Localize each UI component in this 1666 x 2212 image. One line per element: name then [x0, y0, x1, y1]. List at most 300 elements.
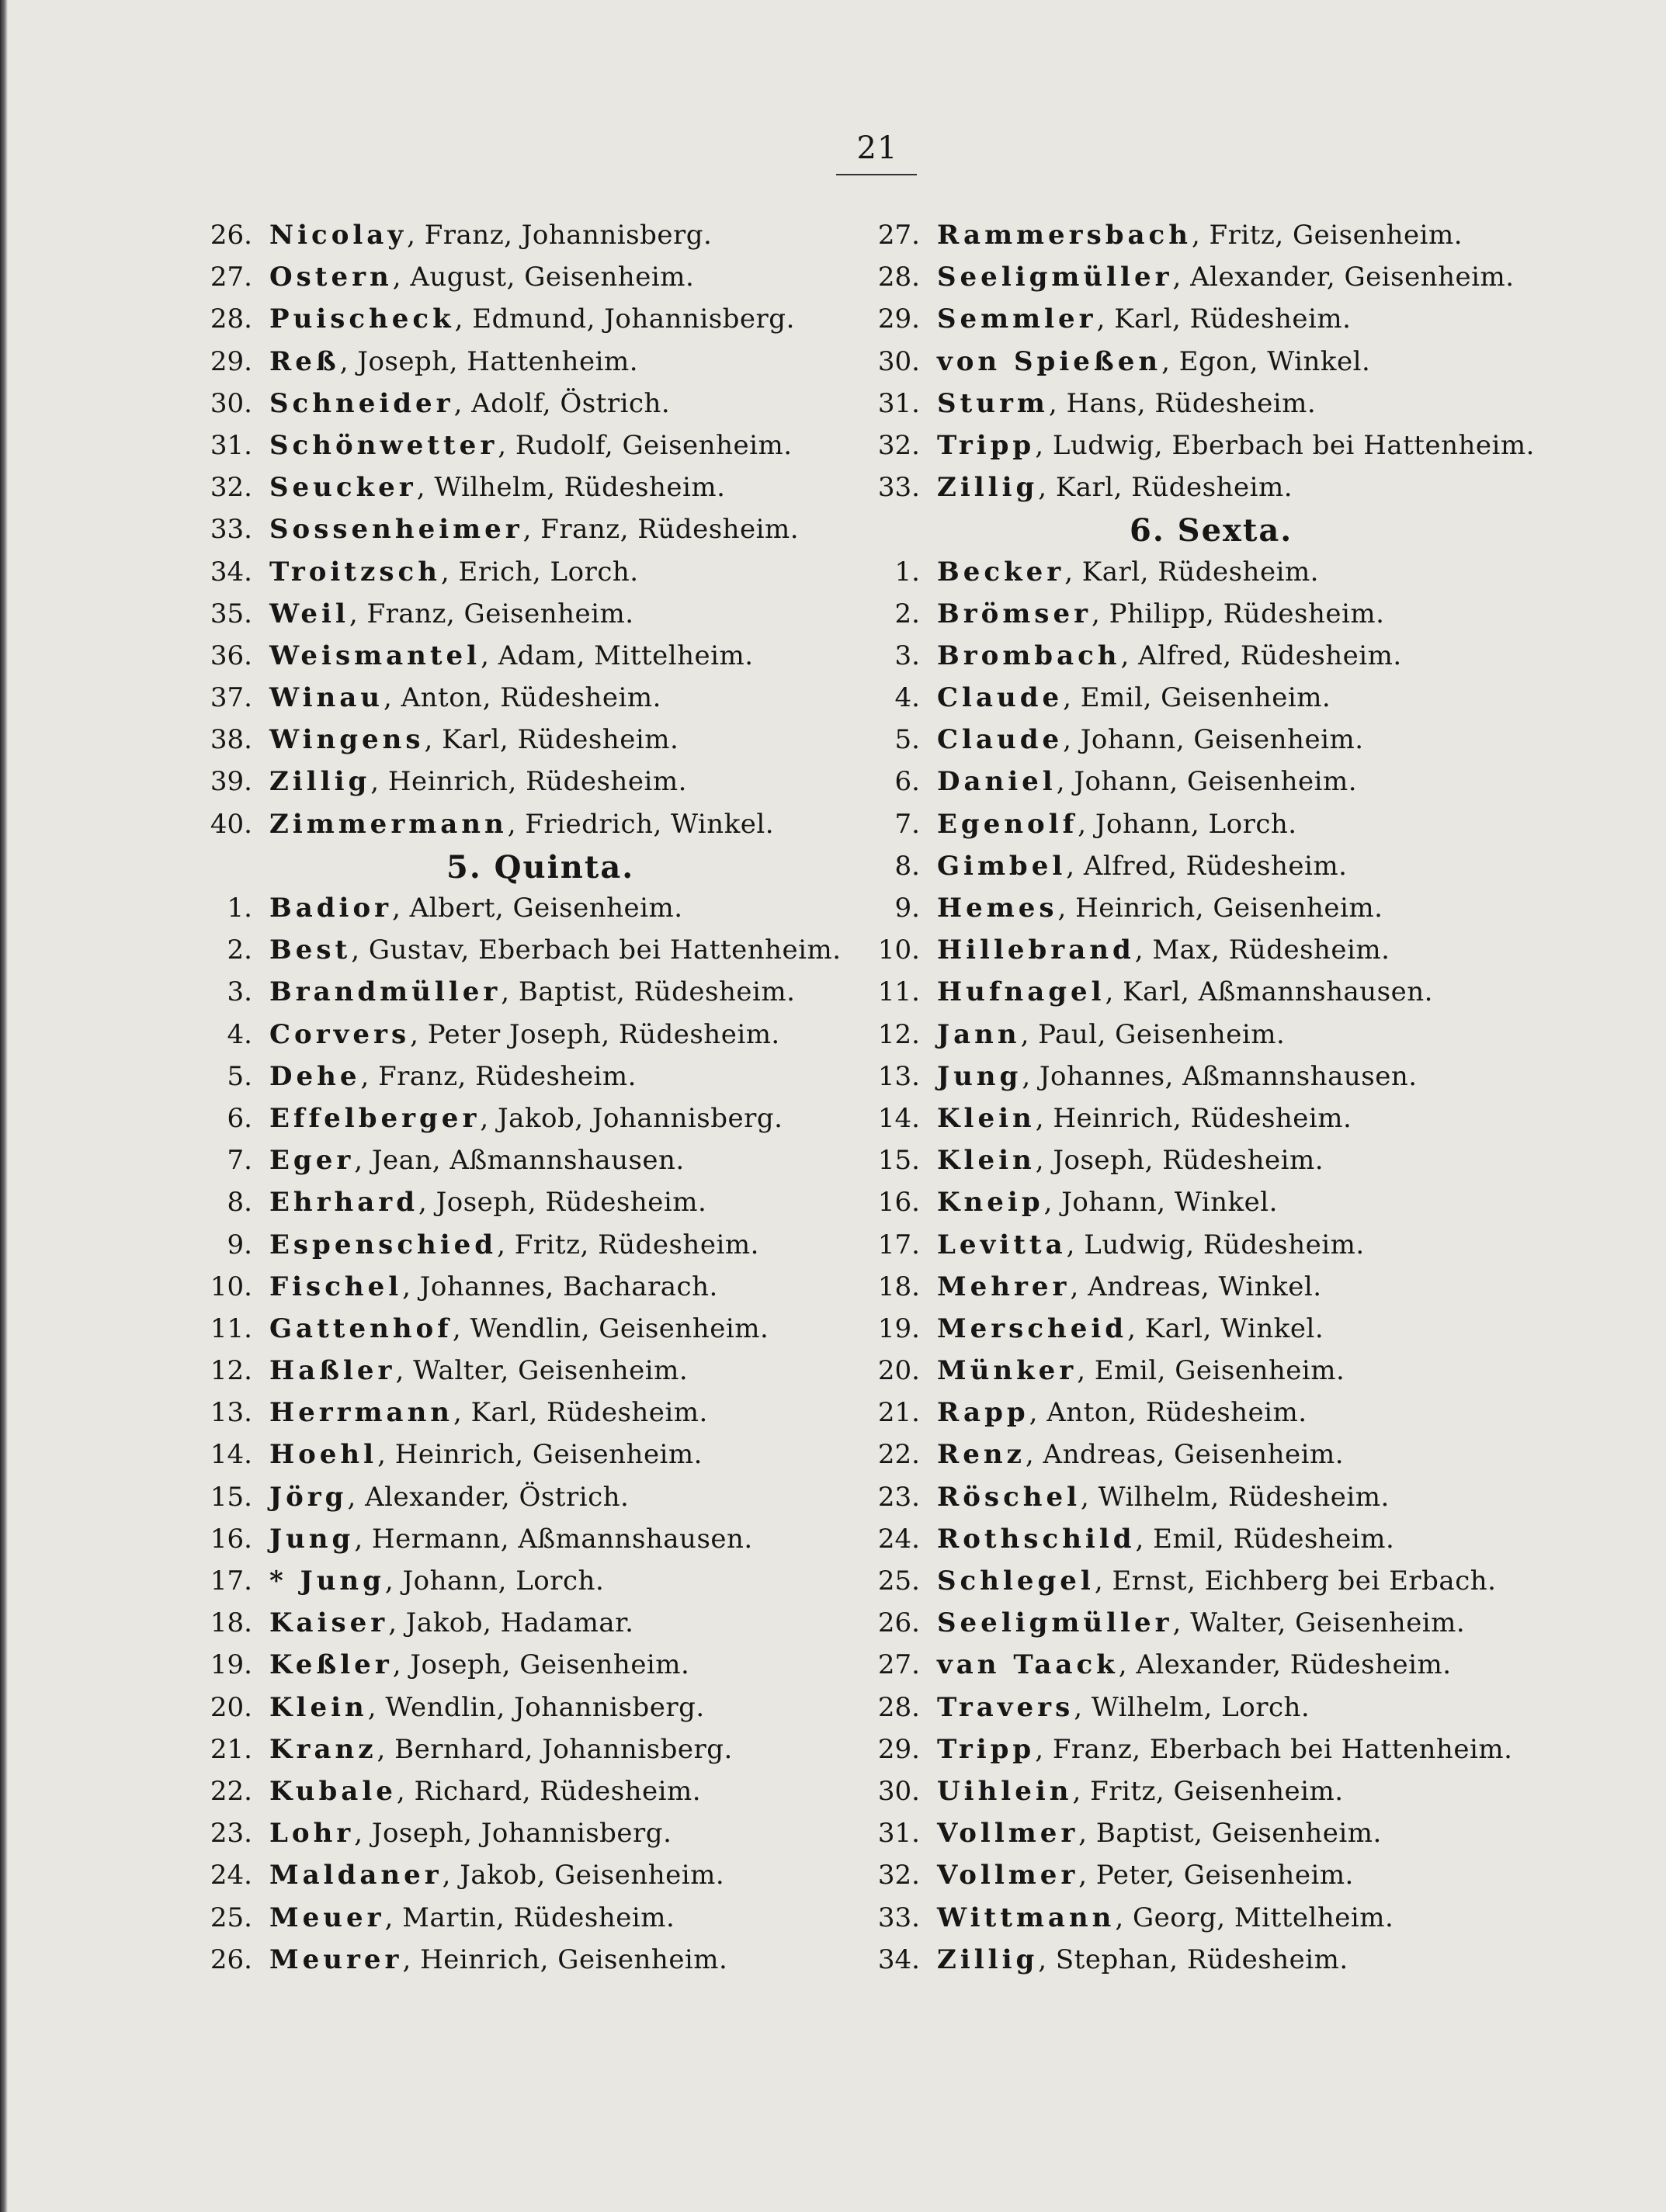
student-entry [866, 1097, 1642, 1139]
student-entry [198, 1770, 866, 1812]
entry-number: 16. [210, 1523, 252, 1555]
entry-number: 34. [210, 556, 252, 588]
entry-details: , Philipp, Rüdesheim. [1092, 598, 1385, 629]
entry-surname: Jung [937, 1060, 1022, 1092]
entry-details: , Johannes, Bacharach. [402, 1271, 718, 1302]
student-entry [866, 1434, 1642, 1475]
entry-surname: Travers [937, 1691, 1074, 1723]
student-entry [198, 1939, 866, 1981]
student-entry [866, 1897, 1642, 1939]
entry-surname: Schönwetter [269, 429, 498, 461]
student-entry [866, 635, 1642, 677]
entry-details: , Joseph, Johannisberg. [354, 1818, 672, 1850]
entry-details: , Hermann, Aßmannshausen. [354, 1523, 753, 1555]
student-entry [198, 1812, 866, 1854]
entry-surname: Brombach [937, 640, 1121, 671]
entry-surname: Troitzsch [269, 556, 441, 588]
entry-surname: Claude [937, 724, 1064, 756]
entry-surname: Hoehl [269, 1439, 378, 1471]
student-entry [198, 1560, 866, 1602]
entry-number: 18. [877, 1271, 920, 1302]
entry-surname: Jann [937, 1018, 1021, 1050]
entry-surname: Zillig [937, 1943, 1039, 1975]
entry-surname: Weil [269, 598, 349, 629]
student-entry [198, 1392, 866, 1434]
entry-surname: Rapp [937, 1397, 1029, 1429]
entry-details: , Karl, Rüdesheim. [1064, 556, 1319, 588]
entry-details: , Alexander, Geisenheim. [1172, 262, 1515, 293]
entry-details: , Fritz, Geisenheim. [1072, 1775, 1344, 1807]
entry-surname: Seeligmüller [937, 262, 1173, 293]
entry-surname: * Jung [269, 1565, 385, 1597]
entry-number: 32. [877, 429, 920, 461]
entry-surname: Becker [937, 556, 1065, 588]
entry-surname: Wittmann [937, 1902, 1116, 1933]
class-heading: 6. Sexta. [1130, 512, 1293, 550]
entry-surname: Keßler [269, 1649, 393, 1681]
student-entry [866, 214, 1642, 256]
entry-details: , Wilhelm, Lorch. [1074, 1691, 1310, 1723]
entry-details: , Stephan, Rüdesheim. [1038, 1943, 1348, 1975]
student-entry [866, 1812, 1642, 1854]
entry-details: , Ludwig, Eberbach bei Hattenheim. [1035, 429, 1535, 461]
entry-number: 6. [894, 766, 920, 798]
entry-details: , Adolf, Östrich. [453, 387, 671, 419]
entry-number: 26. [210, 1943, 252, 1975]
entry-number: 39. [210, 766, 252, 798]
entry-details: , Heinrich, Rüdesheim. [370, 766, 687, 798]
entry-surname: Rammersbach [937, 220, 1192, 251]
entry-number: 28. [210, 303, 252, 335]
student-entry [866, 341, 1642, 383]
entry-number: 19. [877, 1312, 920, 1344]
entry-details: , Jakob, Johannisberg. [480, 1102, 783, 1134]
entry-details: , Richard, Rüdesheim. [396, 1775, 702, 1807]
entry-number: 9. [894, 893, 920, 924]
student-entry [198, 1056, 866, 1097]
scan-edge [0, 0, 8, 2212]
entry-details: , Alfred, Rüdesheim. [1066, 850, 1348, 882]
entry-details: , Fritz, Geisenheim. [1191, 220, 1463, 251]
entry-details: , Franz, Geisenheim. [349, 598, 634, 629]
entry-details: , Heinrich, Geisenheim. [1057, 893, 1383, 924]
entry-surname: Nicolay [269, 220, 408, 251]
entry-surname: Reß [269, 345, 340, 377]
entry-number: 1. [894, 556, 920, 588]
entry-number: 28. [877, 1691, 920, 1723]
student-entry [198, 887, 866, 929]
entry-number: 11. [210, 1312, 252, 1344]
student-entry [198, 929, 866, 971]
entry-details: , August, Geisenheim. [392, 262, 695, 293]
student-entry [866, 1728, 1642, 1770]
entry-number: 17. [877, 1229, 920, 1260]
entry-details: , Bernhard, Johannisberg. [377, 1733, 733, 1765]
entry-details: , Jean, Aßmannshausen. [354, 1145, 685, 1177]
entry-number: 33. [210, 514, 252, 546]
student-entry [198, 677, 866, 719]
entry-details: , Karl, Aßmannshausen. [1105, 976, 1433, 1008]
entry-number: 21. [877, 1397, 920, 1429]
student-entry [198, 1350, 866, 1392]
entry-number: 25. [877, 1565, 920, 1597]
entry-surname: Badior [269, 893, 393, 924]
entry-details: , Wendlin, Johannisberg. [367, 1691, 705, 1723]
student-entry [198, 1266, 866, 1308]
entry-surname: Meuer [269, 1902, 385, 1933]
entry-surname: Winau [269, 682, 384, 714]
left-column [198, 214, 866, 1981]
entry-surname: Kranz [269, 1733, 377, 1765]
student-entry [866, 677, 1642, 719]
entry-details: , Emil, Rüdesheim. [1135, 1523, 1395, 1555]
student-entry [198, 298, 866, 340]
student-entry [198, 1602, 866, 1644]
student-entry [198, 341, 866, 383]
entry-number: 3. [894, 640, 920, 671]
entry-number: 12. [210, 1355, 252, 1387]
entry-details: , Peter, Geisenheim. [1078, 1860, 1354, 1891]
entry-number: 36. [210, 640, 252, 671]
student-entry [866, 1644, 1642, 1686]
student-entry [866, 1392, 1642, 1434]
entry-number: 14. [877, 1102, 920, 1134]
entry-number: 26. [877, 1607, 920, 1639]
entry-details: , Joseph, Rüdesheim. [418, 1187, 707, 1219]
entry-surname: Corvers [269, 1018, 411, 1050]
entry-details: , Heinrich, Geisenheim. [377, 1439, 703, 1471]
entry-details: , Anton, Rüdesheim. [1029, 1397, 1307, 1429]
entry-surname: Zimmermann [269, 808, 508, 840]
entry-surname: Meurer [269, 1943, 403, 1975]
entry-surname: Brömser [937, 598, 1092, 629]
student-entry [866, 803, 1642, 845]
entry-number: 3. [227, 976, 252, 1008]
student-entry [198, 1728, 866, 1770]
entry-number: 33. [877, 1902, 920, 1933]
entry-details: , Emil, Geisenheim. [1077, 1355, 1345, 1387]
student-entry [866, 761, 1642, 803]
entry-details: , Karl, Winkel. [1127, 1312, 1324, 1344]
student-entry [198, 466, 866, 508]
entry-details: , Jakob, Geisenheim. [442, 1860, 725, 1891]
entry-number: 5. [894, 724, 920, 756]
entry-surname: Puischeck [269, 303, 455, 335]
page-number: 21 [856, 130, 898, 166]
entry-number: 30. [210, 387, 252, 419]
entry-surname: Klein [269, 1691, 368, 1723]
student-entry [866, 1308, 1642, 1350]
entry-number: 19. [210, 1649, 252, 1681]
student-entry [198, 1181, 866, 1223]
entry-number: 26. [210, 220, 252, 251]
entry-details: , Franz, Eberbach bei Hattenheim. [1035, 1733, 1513, 1765]
entry-number: 24. [877, 1523, 920, 1555]
student-entry [198, 508, 866, 550]
student-entry [866, 1014, 1642, 1056]
entry-number: 27. [877, 220, 920, 251]
entry-number: 33. [877, 472, 920, 504]
entry-number: 6. [227, 1102, 252, 1134]
entry-details: , Georg, Mittelheim. [1115, 1902, 1394, 1933]
entry-surname: Gimbel [937, 850, 1067, 882]
entry-surname: Jung [269, 1523, 355, 1555]
entry-details: , Johann, Lorch. [1078, 808, 1297, 840]
entry-number: 17. [210, 1565, 252, 1597]
entry-surname: Tripp [937, 1733, 1036, 1765]
student-entry [866, 1939, 1642, 1981]
entry-number: 40. [210, 808, 252, 840]
entry-number: 31. [877, 387, 920, 419]
student-entry [198, 1434, 866, 1475]
entry-surname: Schlegel [937, 1565, 1095, 1597]
entry-details: , Egon, Winkel. [1161, 345, 1371, 377]
entry-number: 32. [877, 1860, 920, 1891]
entry-details: , Anton, Rüdesheim. [383, 682, 661, 714]
student-entry [866, 1139, 1642, 1181]
student-entry [198, 1644, 866, 1686]
student-entry [866, 929, 1642, 971]
entry-details: , Heinrich, Geisenheim. [402, 1943, 728, 1975]
entry-surname: Lohr [269, 1818, 355, 1850]
student-entry [866, 1518, 1642, 1560]
student-entry [198, 383, 866, 425]
student-entry [866, 466, 1642, 508]
entry-surname: Kaiser [269, 1607, 389, 1639]
entry-surname: Weismantel [269, 640, 481, 671]
student-entry [198, 1014, 866, 1056]
student-entry [866, 719, 1642, 761]
entry-surname: Sturm [937, 387, 1049, 419]
entry-details: , Andreas, Geisenheim. [1025, 1439, 1345, 1471]
entry-details: , Ernst, Eichberg bei Erbach. [1094, 1565, 1497, 1597]
entry-surname: Mehrer [937, 1271, 1071, 1302]
entry-number: 11. [877, 976, 920, 1008]
entry-surname: Klein [937, 1102, 1036, 1134]
entry-surname: Hillebrand [937, 934, 1135, 966]
entry-surname: Semmler [937, 303, 1097, 335]
entry-surname: Best [269, 934, 352, 966]
entry-surname: Herrmann [269, 1397, 454, 1429]
entry-surname: Daniel [937, 766, 1057, 798]
entry-number: 13. [877, 1060, 920, 1092]
entry-number: 5. [227, 1060, 252, 1092]
entry-surname: Effelberger [269, 1102, 481, 1134]
entry-number: 8. [894, 850, 920, 882]
entry-surname: Levitta [937, 1229, 1067, 1260]
entry-surname: Espenschied [269, 1229, 498, 1260]
entry-surname: Seucker [269, 472, 417, 504]
entry-number: 9. [227, 1229, 252, 1260]
entry-surname: Egenolf [937, 808, 1078, 840]
entry-details: , Baptist, Geisenheim. [1078, 1818, 1382, 1850]
entry-details: , Joseph, Rüdesheim. [1035, 1145, 1324, 1177]
student-entry [198, 719, 866, 761]
student-entry [866, 256, 1642, 298]
entry-surname: Ostern [269, 262, 393, 293]
entry-number: 29. [877, 303, 920, 335]
student-entry [198, 1854, 866, 1896]
entry-surname: Sossenheimer [269, 514, 523, 546]
student-entry [866, 383, 1642, 425]
entry-details: , Friedrich, Winkel. [507, 808, 775, 840]
entry-details: , Karl, Rüdesheim. [1038, 472, 1293, 504]
entry-number: 15. [210, 1481, 252, 1513]
student-entry [198, 593, 866, 635]
entry-number: 29. [210, 345, 252, 377]
entry-number: 23. [877, 1481, 920, 1513]
entry-details: , Edmund, Johannisberg. [454, 303, 795, 335]
entry-details: , Rudolf, Geisenheim. [498, 429, 793, 461]
entry-details: , Wendlin, Geisenheim. [452, 1312, 769, 1344]
student-entry [198, 1476, 866, 1518]
entry-details: , Karl, Rüdesheim. [424, 724, 679, 756]
entry-details: , Johann, Geisenheim. [1056, 766, 1358, 798]
entry-number: 12. [877, 1018, 920, 1050]
entry-surname: Schneider [269, 387, 454, 419]
entry-surname: Kneip [937, 1187, 1044, 1219]
student-entry [866, 298, 1642, 340]
student-entry [198, 1308, 866, 1350]
entry-surname: Eger [269, 1145, 355, 1177]
entry-number: 7. [227, 1145, 252, 1177]
entry-surname: Renz [937, 1439, 1026, 1471]
entry-number: 16. [877, 1187, 920, 1219]
entry-details: , Paul, Geisenheim. [1020, 1018, 1286, 1050]
entry-number: 24. [210, 1860, 252, 1891]
entry-surname: Röschel [937, 1481, 1081, 1513]
entry-number: 31. [210, 429, 252, 461]
entry-number: 30. [877, 1775, 920, 1807]
entry-number: 38. [210, 724, 252, 756]
entry-surname: Hemes [937, 893, 1058, 924]
entry-details: , Alexander, Östrich. [347, 1481, 630, 1513]
entry-details: , Franz, Rüdesheim. [360, 1060, 637, 1092]
student-entry [866, 1350, 1642, 1392]
student-entry [866, 1560, 1642, 1602]
right-column [866, 214, 1642, 1981]
entry-details: , Andreas, Winkel. [1070, 1271, 1322, 1302]
entry-number: 13. [210, 1397, 252, 1429]
entry-surname: Uihlein [937, 1775, 1073, 1807]
page-number-rule [836, 174, 917, 175]
entry-details: , Walter, Geisenheim. [1172, 1607, 1466, 1639]
student-entry [866, 1854, 1642, 1896]
entry-details: , Erich, Lorch. [440, 556, 639, 588]
entry-surname: Seeligmüller [937, 1607, 1173, 1639]
entry-number: 28. [877, 262, 920, 293]
student-entry [866, 1476, 1642, 1518]
entry-surname: Dehe [269, 1060, 361, 1092]
student-entry [866, 425, 1642, 466]
student-entry [866, 845, 1642, 887]
entry-surname: Hufnagel [937, 976, 1105, 1008]
entry-surname: Vollmer [937, 1818, 1079, 1850]
entry-details: , Wilhelm, Rüdesheim. [416, 472, 726, 504]
entry-details: , Peter Joseph, Rüdesheim. [410, 1018, 780, 1050]
entry-number: 7. [894, 808, 920, 840]
entry-number: 21. [210, 1733, 252, 1765]
entry-number: 35. [210, 598, 252, 629]
entry-surname: Münker [937, 1355, 1078, 1387]
entry-number: 25. [210, 1902, 252, 1933]
entry-number: 10. [210, 1271, 252, 1302]
student-entry [866, 1056, 1642, 1097]
entry-details: , Johann, Winkel. [1043, 1187, 1278, 1219]
student-entry [866, 551, 1642, 593]
student-entry [866, 1770, 1642, 1812]
entry-details: , Gustav, Eberbach bei Hattenheim. [351, 934, 842, 966]
entry-surname: Haßler [269, 1355, 396, 1387]
entry-number: 1. [227, 893, 252, 924]
entry-details: , Karl, Rüdesheim. [453, 1397, 708, 1429]
entry-details: , Max, Rüdesheim. [1134, 934, 1390, 966]
entry-number: 2. [894, 598, 920, 629]
entry-number: 27. [877, 1649, 920, 1681]
entry-surname: Gattenhof [269, 1312, 453, 1344]
entry-details: , Adam, Mittelheim. [481, 640, 754, 671]
entry-details: , Wilhelm, Rüdesheim. [1081, 1481, 1390, 1513]
entry-surname: von Spießen [937, 345, 1162, 377]
entry-number: 30. [877, 345, 920, 377]
student-entry [866, 1687, 1642, 1728]
student-entry [198, 1897, 866, 1939]
entry-surname: Zillig [937, 472, 1039, 504]
entry-details: , Franz, Johannisberg. [407, 220, 713, 251]
student-entry [198, 1139, 866, 1181]
entry-details: , Karl, Rüdesheim. [1096, 303, 1352, 335]
entry-number: 20. [877, 1355, 920, 1387]
entry-details: , Johann, Geisenheim. [1063, 724, 1364, 756]
student-entry [198, 214, 866, 256]
entry-number: 18. [210, 1607, 252, 1639]
entry-details: , Jakob, Hadamar. [388, 1607, 634, 1639]
entry-details: , Walter, Geisenheim. [395, 1355, 689, 1387]
entry-number: 10. [877, 934, 920, 966]
student-entry [198, 1224, 866, 1266]
entry-number: 31. [877, 1818, 920, 1850]
entry-number: 22. [877, 1439, 920, 1471]
entry-details: , Joseph, Hattenheim. [339, 345, 639, 377]
entry-surname: Wingens [269, 724, 425, 756]
entry-details: , Hans, Rüdesheim. [1048, 387, 1317, 419]
entry-number: 29. [877, 1733, 920, 1765]
entry-details: , Fritz, Rüdesheim. [497, 1229, 759, 1260]
entry-surname: Rothschild [937, 1523, 1136, 1555]
entry-surname: Jörg [269, 1481, 348, 1513]
entry-number: 34. [877, 1943, 920, 1975]
class-heading: 5. Quinta. [446, 848, 635, 886]
entry-surname: Vollmer [937, 1860, 1079, 1891]
entry-surname: Fischel [269, 1271, 403, 1302]
student-entry [866, 1266, 1642, 1308]
entry-number: 22. [210, 1775, 252, 1807]
entry-details: , Joseph, Geisenheim. [392, 1649, 690, 1681]
entry-number: 8. [227, 1187, 252, 1219]
entry-number: 37. [210, 682, 252, 714]
entry-surname: Klein [937, 1145, 1036, 1177]
entry-details: , Johann, Lorch. [384, 1565, 605, 1597]
entry-details: , Johannes, Aßmannshausen. [1022, 1060, 1418, 1092]
entry-surname: Tripp [937, 429, 1036, 461]
entry-number: 15. [877, 1145, 920, 1177]
student-entry [198, 635, 866, 677]
entry-details: , Martin, Rüdesheim. [384, 1902, 675, 1933]
student-entry [198, 1687, 866, 1728]
entry-number: 2. [227, 934, 252, 966]
student-entry [866, 1181, 1642, 1223]
student-entry [198, 1518, 866, 1560]
